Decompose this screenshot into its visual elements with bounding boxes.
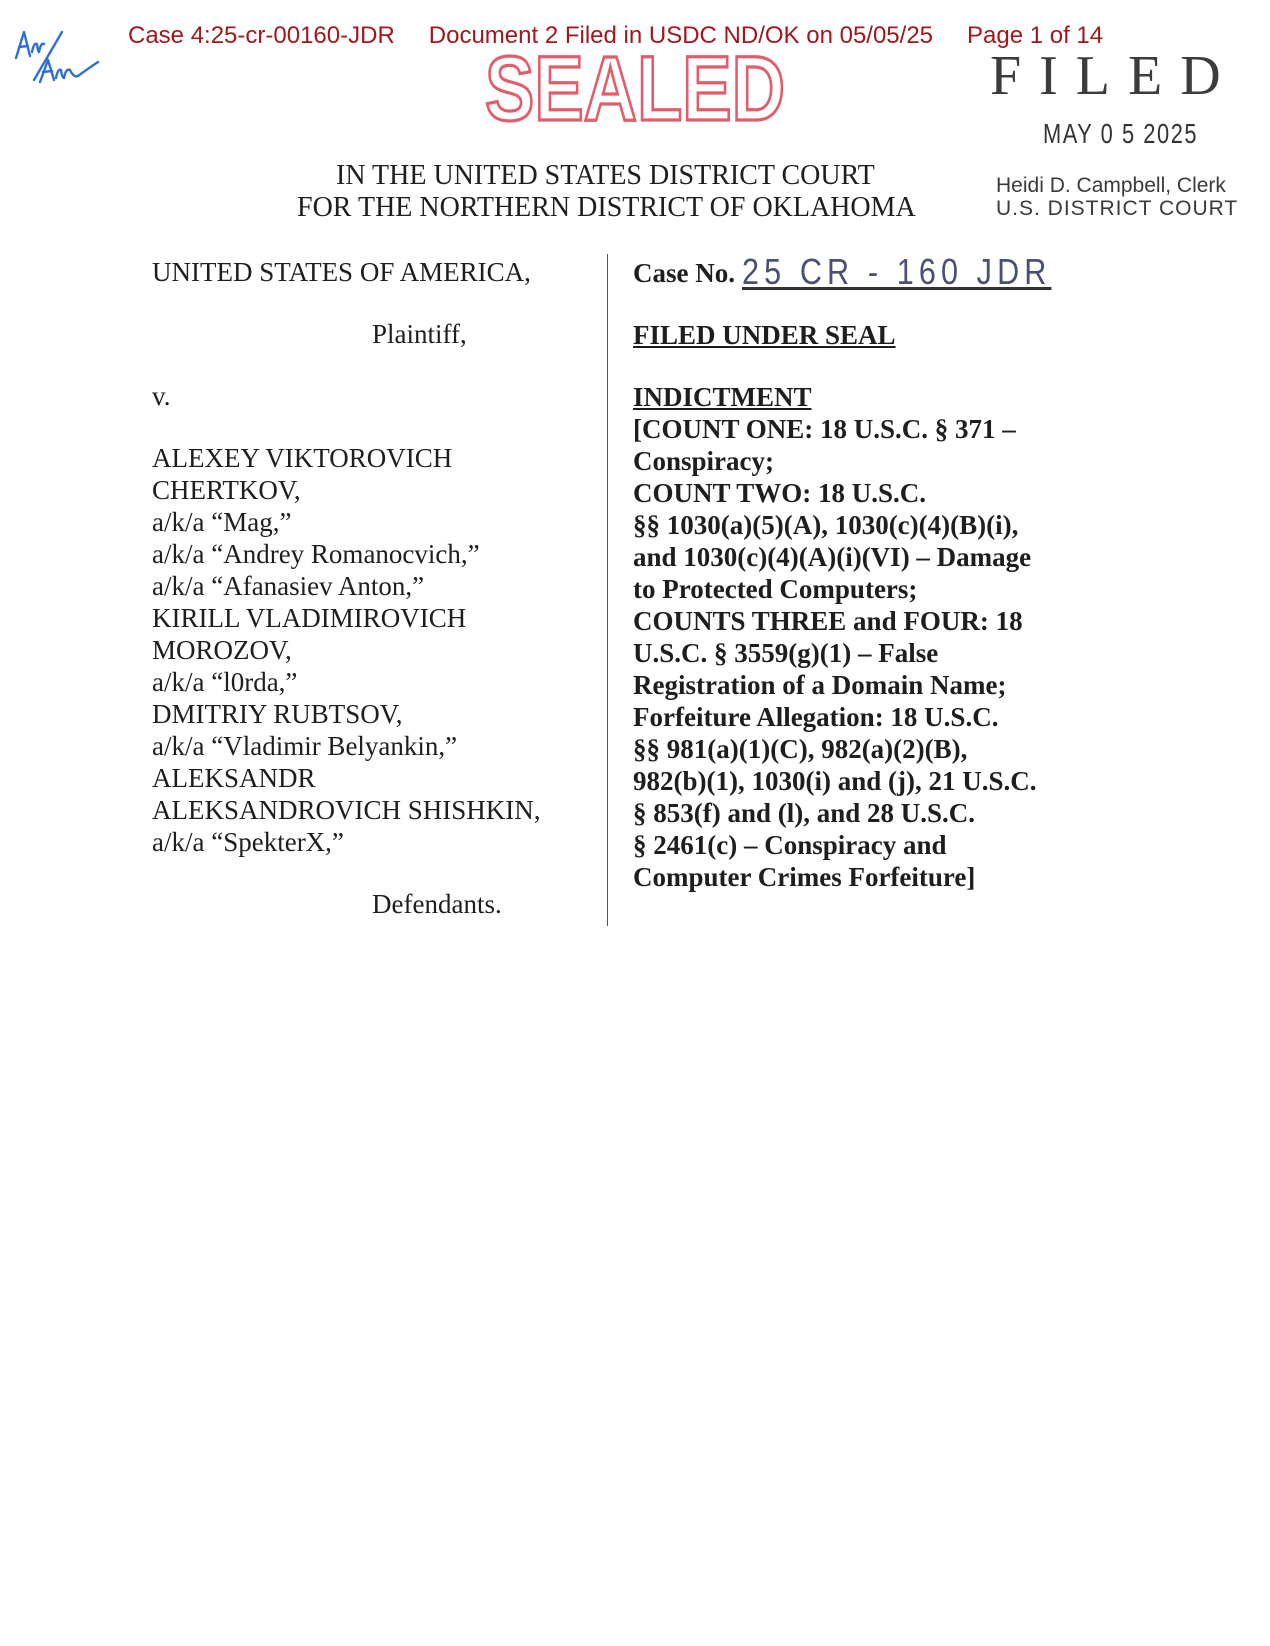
caption-case-info: [633, 251, 1106, 893]
defendant-line: a/k/a “Andrey Romanocvich,”: [152, 539, 480, 569]
defendant-line: ALEKSANDROVICH SHISHKIN,: [152, 795, 541, 825]
defendant-line: CHERTKOV,: [152, 475, 301, 505]
defendant-line: DMITRIY RUBTSOV,: [152, 699, 403, 729]
count-line: COUNTS THREE and FOUR: 18: [633, 606, 1023, 636]
defendants-label: Defendants.: [372, 889, 502, 919]
court-heading-line-2: FOR THE NORTHERN DISTRICT OF OKLAHOMA: [297, 192, 916, 223]
defendant-line: a/k/a “Vladimir Belyankin,”: [152, 731, 458, 761]
plaintiff-label: Plaintiff,: [372, 319, 467, 349]
count-line: 982(b)(1), 1030(i) and (j), 21 U.S.C.: [633, 766, 1037, 796]
initials-signature: [10, 22, 105, 92]
defendant-line: ALEKSANDR: [152, 763, 316, 793]
count-line: Conspiracy;: [633, 446, 774, 476]
count-line: §§ 1030(a)(5)(A), 1030(c)(4)(B)(i),: [633, 510, 1019, 540]
filed-stamp-clerk: Heidi D. Campbell, Clerk: [996, 174, 1226, 197]
filed-stamp-title: FILED: [990, 45, 1239, 107]
defendant-line: a/k/a “l0rda,”: [152, 667, 298, 697]
defendant-line: a/k/a “Mag,”: [152, 507, 292, 537]
caption-divider: [607, 254, 608, 926]
court-heading-line-1: IN THE UNITED STATES DISTRICT COURT: [336, 160, 875, 191]
indictment-title: INDICTMENT: [633, 382, 812, 412]
case-number-stamp: 25 CR - 160 JDR: [741, 251, 1052, 292]
handwritten-initials: [10, 22, 105, 92]
count-line: Computer Crimes Forfeiture]: [633, 862, 976, 892]
count-line: § 2461(c) – Conspiracy and: [633, 830, 947, 860]
filed-under-seal-label: FILED UNDER SEAL: [633, 320, 896, 350]
defendant-line: MOROZOV,: [152, 635, 292, 665]
filed-stamp-court: U.S. DISTRICT COURT: [996, 197, 1239, 220]
count-line: and 1030(c)(4)(A)(i)(VI) – Damage: [633, 542, 1032, 572]
defendant-line: a/k/a “Afanasiev Anton,”: [152, 571, 425, 601]
count-line: COUNT TWO: 18 U.S.C.: [633, 478, 927, 508]
plaintiff-name: UNITED STATES OF AMERICA,: [152, 257, 531, 287]
count-line: U.S.C. § 3559(g)(1) – False: [633, 638, 939, 668]
defendant-line: a/k/a “SpekterX,”: [152, 827, 344, 857]
defendant-line: KIRILL VLADIMIROVICH: [152, 603, 467, 633]
header-case-number: Case 4:25-cr-00160-JDR: [128, 22, 395, 49]
count-line: Forfeiture Allegation: 18 U.S.C.: [633, 702, 999, 732]
header-page-number: Page 1 of 14: [967, 22, 1104, 49]
versus-label: v.: [152, 381, 171, 411]
filed-stamp-date: MAY 0 5 2025: [1043, 118, 1199, 149]
case-number-row: [633, 251, 1106, 292]
sealed-stamp-text: SEALED: [485, 40, 785, 130]
count-line: Registration of a Domain Name;: [633, 670, 1007, 700]
count-line: § 853(f) and (l), and 28 U.S.C.: [633, 798, 976, 828]
case-number-label: Case No.: [633, 258, 735, 288]
count-line: §§ 981(a)(1)(C), 982(a)(2)(B),: [633, 734, 968, 764]
caption-parties: [152, 256, 541, 920]
header-document-info: Document 2 Filed in USDC ND/OK on 05/05/25: [428, 22, 934, 49]
defendant-line: ALEXEY VIKTOROVICH: [152, 443, 453, 473]
sealed-stamp: [470, 40, 800, 130]
count-line: to Protected Computers;: [633, 574, 918, 604]
count-line: [COUNT ONE: 18 U.S.C. § 371 –: [633, 414, 1016, 444]
